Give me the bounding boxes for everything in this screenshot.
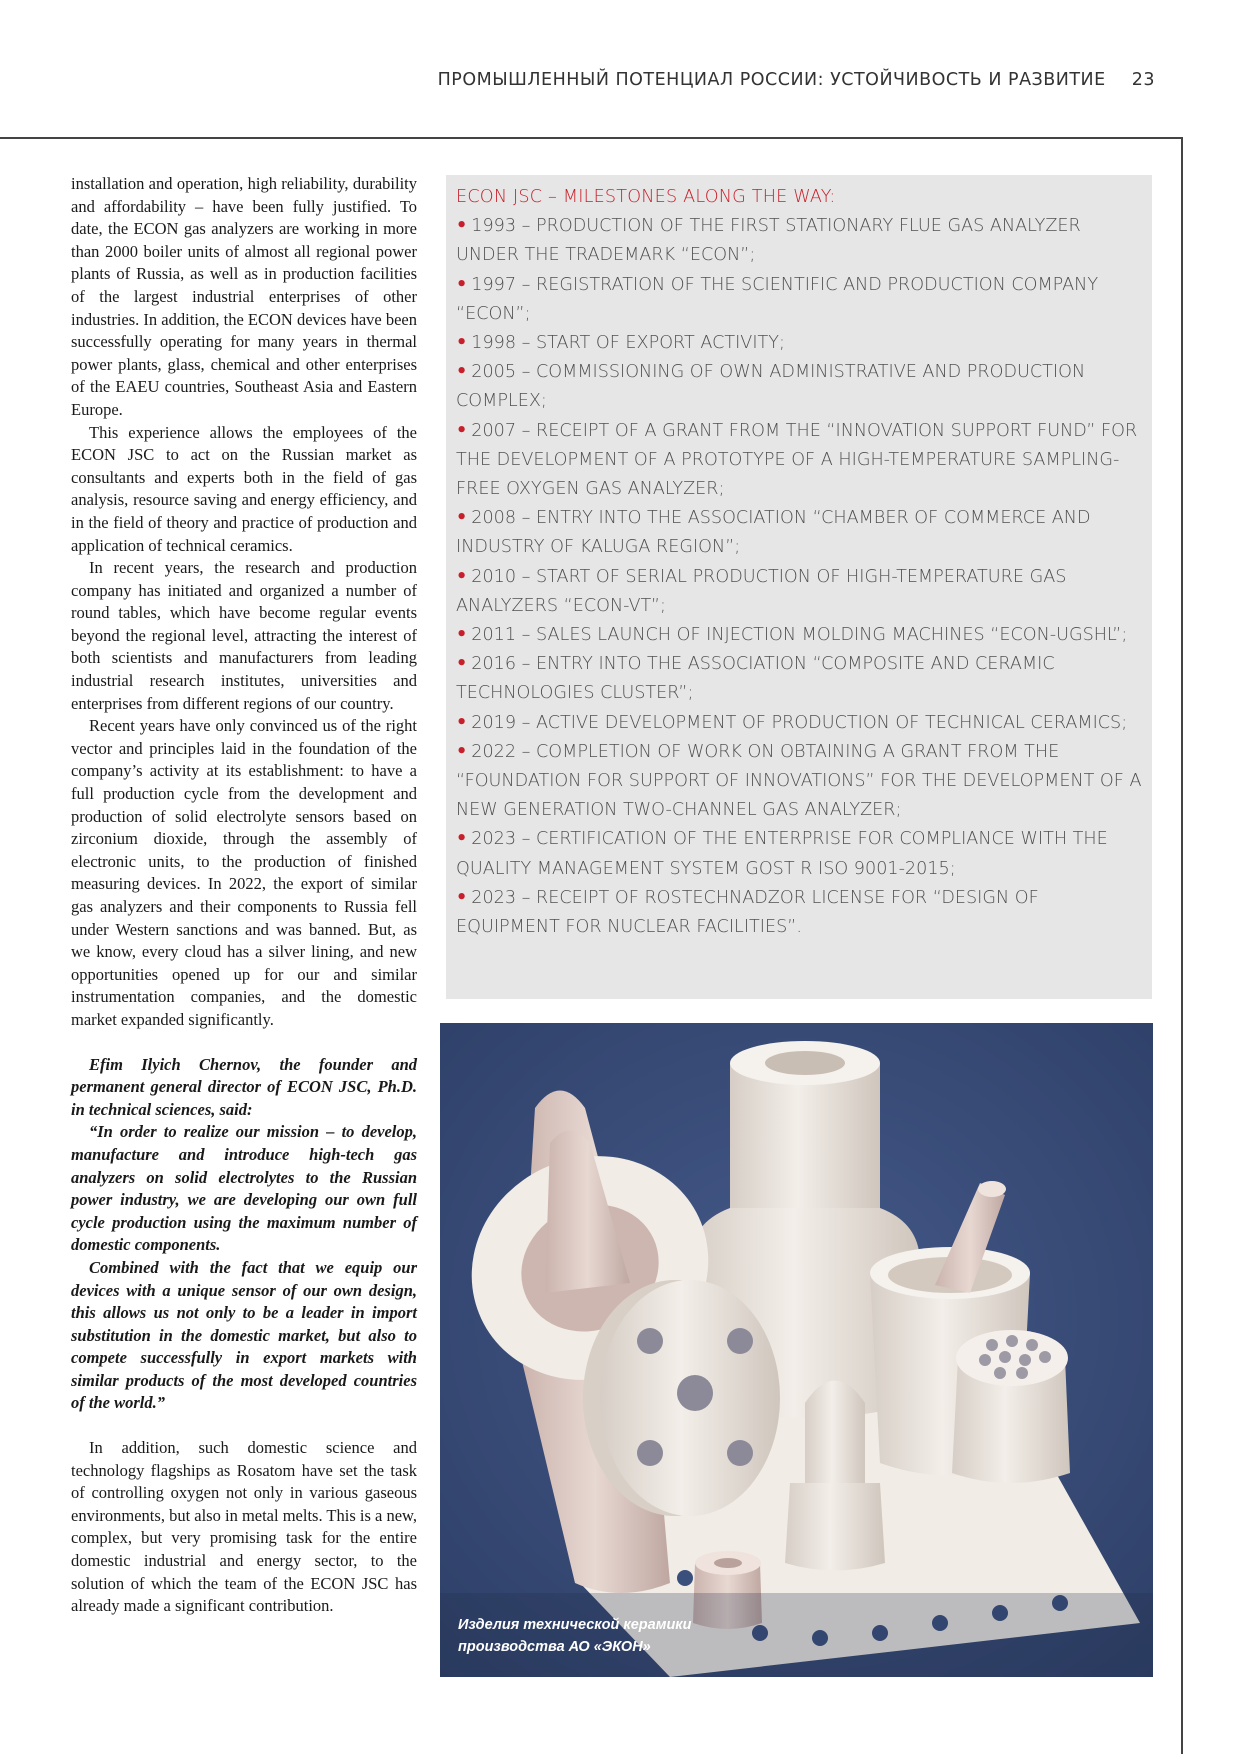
bullet-icon: • xyxy=(456,508,468,529)
milestones-box xyxy=(446,175,1152,999)
milestone-text: 2023 – CERTIFICATION OF THE ENTERPRISE FOR COMPLIANCE WITH THE QUALITY MANAGEMENT SYSTEM GOST R ISO 9001-2015; xyxy=(456,829,1108,879)
journal-section-title: ПРОМЫШЛЕННЫЙ ПОТЕНЦИАЛ РОССИИ: УСТОЙЧИВОСТЬ И РАЗВИТИЕ xyxy=(437,70,1106,90)
milestone-text: 1997 – REGISTRATION OF THE SCIENTIFIC AND PRODUCTION COMPANY “ECON”; xyxy=(456,274,1099,324)
milestone-item xyxy=(456,358,1142,416)
milestone-item xyxy=(456,271,1142,329)
milestone-item xyxy=(456,329,1142,358)
bullet-icon: • xyxy=(456,712,468,733)
honeycomb-cylinder xyxy=(952,1330,1070,1483)
milestone-text: 2016 – ENTRY INTO THE ASSOCIATION “COMPOSITE AND CERAMIC TECHNOLOGIES CLUSTER”; xyxy=(456,654,1055,704)
bullet-icon: • xyxy=(456,216,468,237)
milestone-item xyxy=(456,825,1142,883)
bullet-icon: • xyxy=(456,420,468,441)
spacer xyxy=(71,1415,417,1437)
page-number: 23 xyxy=(1131,70,1155,90)
bullet-icon: • xyxy=(456,333,468,354)
photo-caption xyxy=(458,1614,758,1658)
bullet-icon: • xyxy=(456,566,468,587)
photo-caption-line-1: Изделия технической керамики xyxy=(458,1617,692,1633)
article-left-column xyxy=(71,173,417,1618)
milestone-text: 2007 – RECEIPT OF A GRANT FROM THE “INNOVATION SUPPORT FUND” FOR THE DEVELOPMENT OF A PROTOTYPE OF A HIGH-TEMPERATURE SAMPLING-FREE OXYGEN GAS ANALYZER; xyxy=(456,420,1138,500)
paragraph-4: Recent years have only convinced us of the right vector and principles laid in the foundation of the company’s activity at its establishment: to have a full production cycle from the development and production of solid electrolyte sensors based on zirconium dioxide, through the assembly of electronic units, to the production of finished measuring devices. In 2022, the export of similar gas analyzers and their components to Russia fell under Western sanctions and was banned. But, as we know, every cloud has a silver lining, and new opportunities opened up for our and similar instrumentation companies, and the domestic market expanded significantly. xyxy=(71,716,417,1029)
milestone-text: 2011 – SALES LAUNCH OF INJECTION MOLDING MACHINES “ECON-UGSHL”; xyxy=(471,625,1128,646)
milestone-item xyxy=(456,563,1142,621)
bullet-icon: • xyxy=(456,829,468,850)
bullet-icon: • xyxy=(456,274,468,295)
milestone-item xyxy=(456,738,1142,826)
milestone-text: 1993 – PRODUCTION OF THE FIRST STATIONARY FLUE GAS ANALYZER UNDER THE TRADEMARK “ECON”; xyxy=(456,216,1081,266)
paragraph-1: installation and operation, high reliability, durability and affordability – have been fully justified. To date, the ECON gas analyzers are working in more than 2000 boiler units of almost all regional power plants of Russia, as well as in production facilities of the largest industrial enterprises of other industries. In addition, the ECON devices have been successfully operating for many years in thermal power plants, glass, chemical and other enterprises of the EAEU countries, Southeast Asia and Eastern Europe. xyxy=(71,174,417,419)
milestone-item xyxy=(456,504,1142,562)
milestone-text: 2010 – START OF SERIAL PRODUCTION OF HIGH-TEMPERATURE GAS ANALYZERS “ECON-VT”; xyxy=(456,566,1067,616)
running-head xyxy=(438,70,1155,90)
milestone-item xyxy=(456,417,1142,505)
bullet-icon: • xyxy=(456,654,468,675)
photo-caption-line-2: производства АО «ЭКОН» xyxy=(458,1639,651,1655)
milestone-item xyxy=(456,709,1142,738)
milestone-text: 1998 – START OF EXPORT ACTIVITY; xyxy=(471,333,785,354)
paragraph-2: This experience allows the employees of the ECON JSC to act on the Russian market as consultants and experts both in the field of gas analysis, resource saving and energy efficiency, and in the field of theory and practice of production and application of technical ceramics. xyxy=(71,422,417,555)
milestone-item xyxy=(456,621,1142,650)
milestone-item xyxy=(456,212,1142,270)
milestone-item xyxy=(456,650,1142,708)
milestones-list xyxy=(456,212,1142,942)
perforated-disc xyxy=(583,1280,780,1516)
quote-paragraph-2: Combined with the fact that we equip our devices with a unique sensor of our own design, this allows us not only to be a leader in import substitution in the domestic market, but also to compete successfully in export markets with similar products of the most developed countries of the world.” xyxy=(71,1257,417,1413)
bullet-icon: • xyxy=(456,887,468,908)
milestone-text: 2023 – RECEIPT OF ROSTECHNADZOR LICENSE FOR “DESIGN OF EQUIPMENT FOR NUCLEAR FACILITIES”. xyxy=(456,887,1039,938)
milestone-text: 2022 – COMPLETION OF WORK ON OBTAINING A GRANT FROM THE “FOUNDATION FOR SUPPORT OF INNOVATIONS” FOR THE DEVELOPMENT OF A NEW GENERATION TWO-CHANNEL GAS ANALYZER; xyxy=(456,741,1142,821)
milestones-title: ECON JSC – MILESTONES ALONG THE WAY: xyxy=(456,187,836,207)
ceramics-photo-illustration xyxy=(440,1023,1153,1677)
spacer xyxy=(71,1032,417,1054)
bullet-icon: • xyxy=(456,625,468,646)
bullet-icon: • xyxy=(456,741,468,762)
paragraph-3: In recent years, the research and production company has initiated and organized a number of round tables, which have become regular events beyond the regional level, attracting the interest of both scientists and manufacturers from leading industrial research institutes, universities and enterprises from different regions of our country. xyxy=(71,558,417,713)
paragraph-5: In addition, such domestic science and technology flagships as Rosatom have set the task of controlling oxygen not only in various gaseous environments, but also in metal melts. This is a new, complex, but very promising task for the entire domestic industrial and energy sector, to the solution of which the team of the ECON JSC has already made a significant contribution. xyxy=(71,1438,417,1616)
milestone-text: 2008 – ENTRY INTO THE ASSOCIATION “CHAMBER OF COMMERCE AND INDUSTRY OF KALUGA REGION”; xyxy=(456,508,1091,558)
frame-top-rule xyxy=(0,137,1183,139)
ceramics-photo xyxy=(440,1023,1153,1677)
quote-paragraph-1: “In order to realize our mission – to develop, manufacture and introduce high-tech gas analyzers on solid electrolytes to the Russian power industry, we are developing our own full cycle production using the maximum number of domestic components. xyxy=(71,1122,417,1255)
milestone-text: 2019 – ACTIVE DEVELOPMENT OF PRODUCTION OF TECHNICAL CERAMICS; xyxy=(471,712,1128,733)
quote-intro: Efim Ilyich Chernov, the founder and permanent general director of ECON JSC, Ph.D. in technical sciences, said: xyxy=(71,1054,417,1119)
bullet-icon: • xyxy=(456,362,468,383)
milestone-item xyxy=(456,884,1142,942)
frame-right-rule xyxy=(1181,137,1183,1754)
milestone-text: 2005 – COMMISSIONING OF OWN ADMINISTRATIVE AND PRODUCTION COMPLEX; xyxy=(456,362,1086,412)
